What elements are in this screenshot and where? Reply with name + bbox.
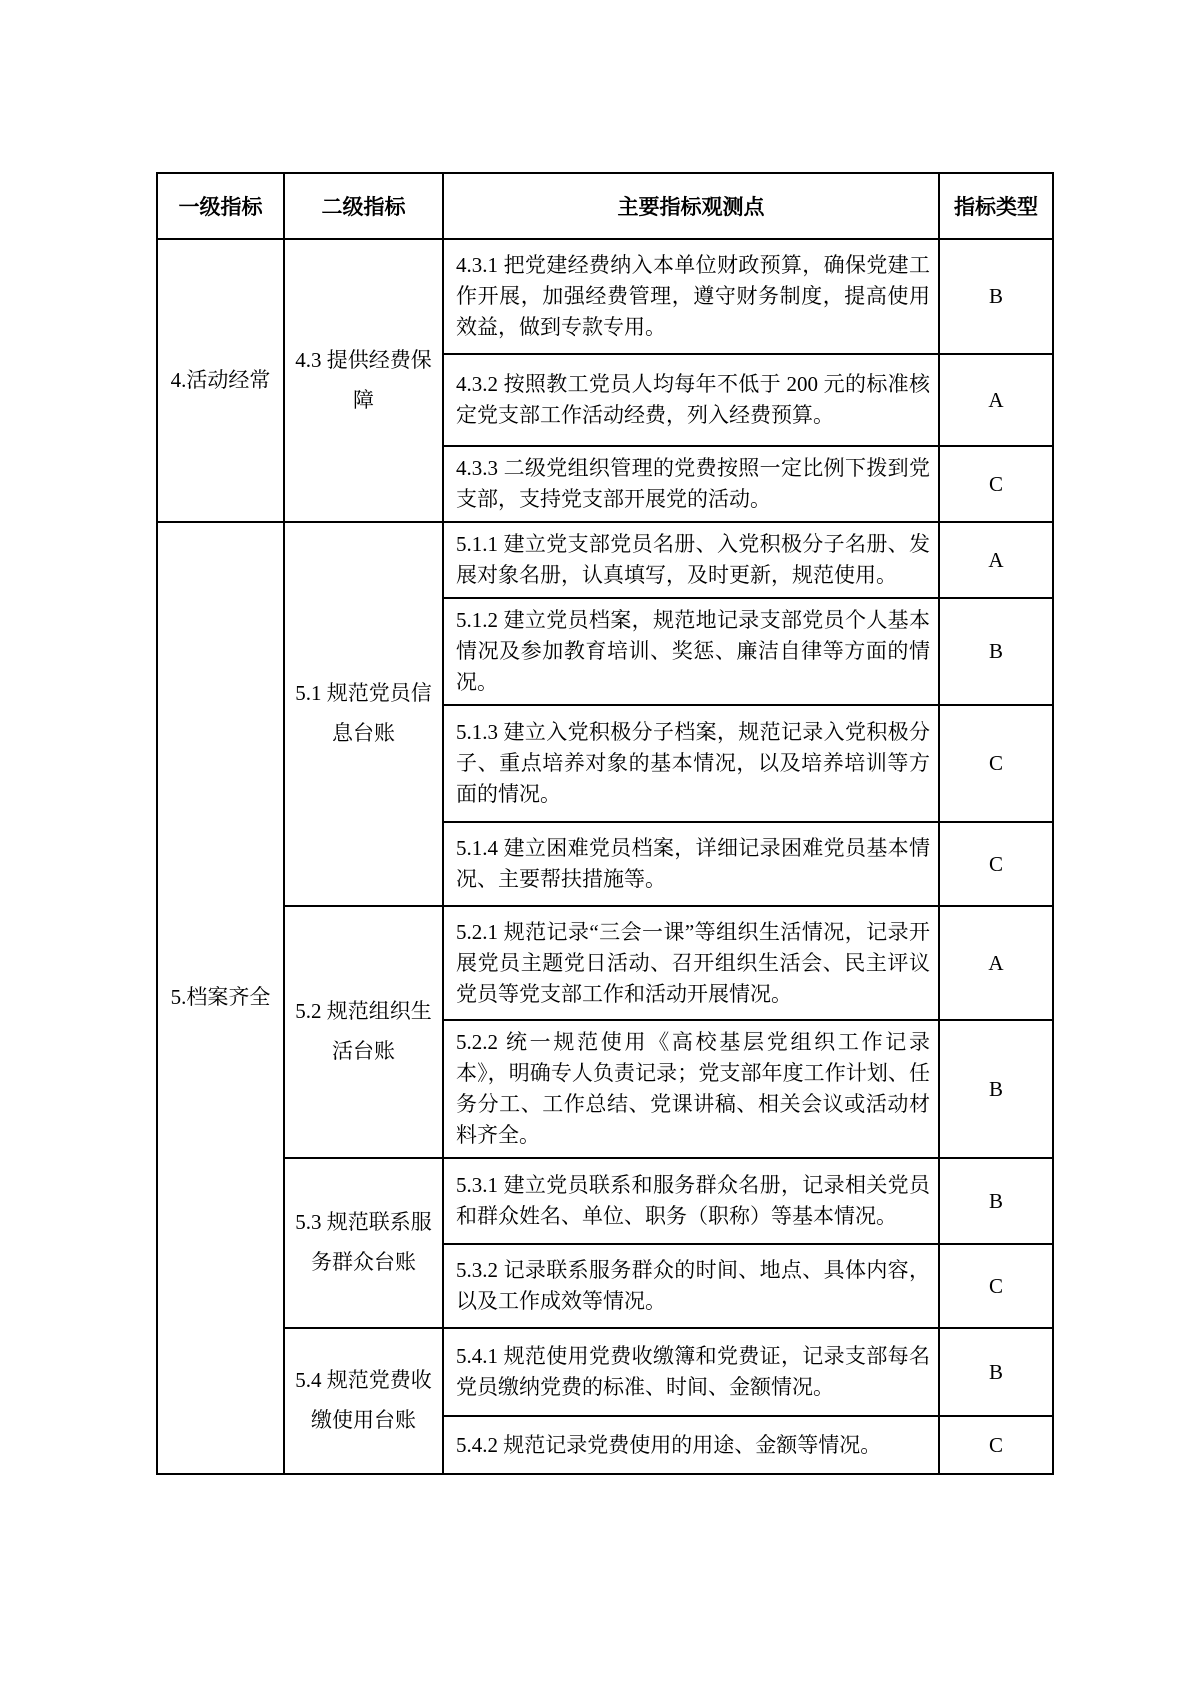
table-row	[157, 906, 1053, 1020]
observation-point-cell: 5.2.2 统一规范使用《高校基层党组织工作记录本》，明确专人负责记录；党支部年度工作计划、任务分工、工作总结、党课讲稿、相关会议或活动材料齐全。	[443, 1020, 939, 1158]
observation-point-cell: 4.3.3 二级党组织管理的党费按照一定比例下拨到党支部，支持党支部开展党的活动。	[443, 446, 939, 522]
observation-point-cell: 5.2.1 规范记录“三会一课”等组织生活情况，记录开展党员主题党日活动、召开组织生活会、民主评议党员等党支部工作和活动开展情况。	[443, 906, 939, 1020]
indicator-type-cell: C	[939, 822, 1053, 906]
indicator-type-cell: B	[939, 239, 1053, 354]
observation-point-cell: 4.3.2 按照教工党员人均每年不低于 200 元的标准核定党支部工作活动经费，列入经费预算。	[443, 354, 939, 446]
table-header	[157, 173, 1053, 239]
indicator-type-cell: C	[939, 446, 1053, 522]
observation-point-cell: 5.4.2 规范记录党费使用的用途、金额等情况。	[443, 1416, 939, 1474]
level2-indicator-cell: 5.1 规范党员信息台账	[284, 522, 443, 906]
observation-point-cell: 5.4.1 规范使用党费收缴簿和党费证，记录支部每名党员缴纳党费的标准、时间、金额情况。	[443, 1328, 939, 1416]
observation-point-cell: 5.1.1 建立党支部党员名册、入党积极分子名册、发展对象名册，认真填写，及时更新，规范使用。	[443, 522, 939, 598]
level2-indicator-cell: 5.2 规范组织生活台账	[284, 906, 443, 1158]
level2-indicator-cell: 5.4 规范党费收缴使用台账	[284, 1328, 443, 1474]
observation-point-cell: 4.3.1 把党建经费纳入本单位财政预算，确保党建工作开展，加强经费管理，遵守财务制度，提高使用效益，做到专款专用。	[443, 239, 939, 354]
column-header: 二级指标	[284, 173, 443, 239]
indicator-type-cell: C	[939, 1416, 1053, 1474]
indicator-type-cell: A	[939, 354, 1053, 446]
indicator-type-cell: B	[939, 598, 1053, 705]
level2-indicator-cell: 4.3 提供经费保障	[284, 239, 443, 522]
table-body	[157, 239, 1053, 1474]
level1-indicator-cell: 5.档案齐全	[157, 522, 284, 1474]
indicator-type-cell: B	[939, 1158, 1053, 1244]
level1-indicator-cell: 4.活动经常	[157, 239, 284, 522]
table-row	[157, 522, 1053, 598]
observation-point-cell: 5.3.2 记录联系服务群众的时间、地点、具体内容，以及工作成效等情况。	[443, 1244, 939, 1328]
indicator-type-cell: A	[939, 906, 1053, 1020]
indicator-type-cell: C	[939, 705, 1053, 822]
table-row	[157, 1158, 1053, 1244]
indicator-type-cell: C	[939, 1244, 1053, 1328]
table-row	[157, 1328, 1053, 1416]
table-row	[157, 239, 1053, 354]
indicator-table	[156, 172, 1054, 1475]
observation-point-cell: 5.1.3 建立入党积极分子档案，规范记录入党积极分子、重点培养对象的基本情况，以及培养培训等方面的情况。	[443, 705, 939, 822]
observation-point-cell: 5.1.4 建立困难党员档案，详细记录困难党员基本情况、主要帮扶措施等。	[443, 822, 939, 906]
indicator-type-cell: B	[939, 1020, 1053, 1158]
observation-point-cell: 5.1.2 建立党员档案，规范地记录支部党员个人基本情况及参加教育培训、奖惩、廉洁自律等方面的情况。	[443, 598, 939, 705]
observation-point-cell: 5.3.1 建立党员联系和服务群众名册，记录相关党员和群众姓名、单位、职务（职称）等基本情况。	[443, 1158, 939, 1244]
indicator-type-cell: A	[939, 522, 1053, 598]
level2-indicator-cell: 5.3 规范联系服务群众台账	[284, 1158, 443, 1328]
column-header: 指标类型	[939, 173, 1053, 239]
header-row	[157, 173, 1053, 239]
indicator-type-cell: B	[939, 1328, 1053, 1416]
column-header: 一级指标	[157, 173, 284, 239]
column-header: 主要指标观测点	[443, 173, 939, 239]
